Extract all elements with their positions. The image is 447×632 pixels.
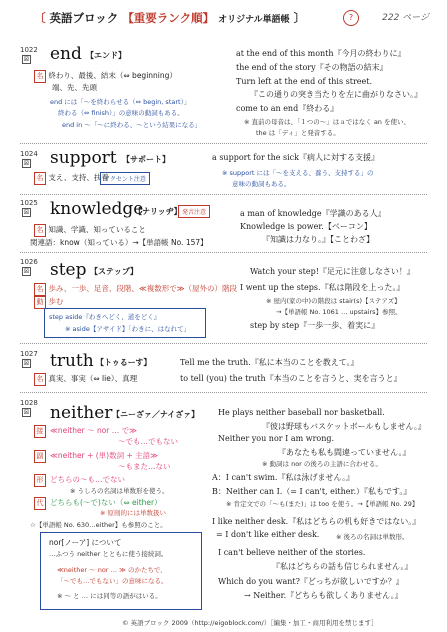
- note: 終わる（⇔ finish）」の意味の動詞もある。: [58, 109, 184, 117]
- entry-number: 1027: [20, 350, 38, 358]
- example-translation: 『あなたも私も間違っていません。』: [278, 448, 411, 457]
- pos-noun-badge: 名: [34, 172, 46, 185]
- usage-meaning: 〜もまた…ない: [118, 462, 171, 471]
- pos-noun-badge: 名: [34, 283, 46, 296]
- idiom-note: ※ aside【アサイド】「わきに、はなれて」: [65, 325, 191, 333]
- note: ※ 後ろの名詞は単数形。: [336, 533, 409, 541]
- checkbox[interactable]: ☒: [23, 209, 30, 216]
- headword: end: [50, 44, 82, 64]
- divider: [20, 343, 427, 344]
- example: Watch your step!『足元に注意しなさい！』: [250, 267, 415, 276]
- pronunciation: 【サポート】: [122, 155, 170, 164]
- example: come to an end『終わる』: [236, 104, 339, 113]
- example-translation: 『この通りの突き当たりを左に曲がりなさい。』: [250, 90, 422, 99]
- example-translation: 『私はどちらの話も信じられません。』: [272, 562, 413, 571]
- example: A：I can't swim.『私は泳げません。』: [212, 473, 354, 482]
- pronunciation: 【ステップ】: [90, 267, 138, 276]
- page-icon: ?: [343, 10, 359, 26]
- example: He plays neither baseball nor basketball.: [218, 408, 385, 417]
- example: a man of knowledge『学識のある人』: [240, 209, 386, 218]
- entry-number: 1028: [20, 399, 38, 407]
- divider: [20, 143, 427, 144]
- meaning: 支え、支持、扶養: [48, 173, 109, 182]
- example: Which do you want?『どっちが欲しいですか？』: [218, 577, 404, 586]
- page-number: 222 ページ: [382, 13, 429, 23]
- checkbox[interactable]: ☒: [23, 160, 30, 167]
- idiom: step aside『わきへどく、道をどく』: [49, 313, 161, 321]
- divider: [20, 194, 427, 195]
- note: ※ support には「〜を支える、養う、支持する」の: [222, 169, 374, 177]
- checkbox[interactable]: ☒: [23, 409, 30, 416]
- header-title-b: 【重要ランク順】: [122, 11, 215, 25]
- example: → Neither.『どちらも欲しくありません。』: [244, 591, 403, 600]
- note: →【単語帳 No. 1061 … upstairs】参照。: [276, 308, 402, 316]
- pos-verb-badge: 動: [34, 296, 46, 309]
- note: ※ 動詞は nor の後ろの主語に合わせる。: [262, 460, 382, 468]
- note: ※ 屋内(家の中)の階段は stair(s)【ステアズ】: [266, 297, 401, 305]
- example: I can't believe neither of the stories.: [218, 548, 366, 557]
- note: end in 〜「〜に終わる、〜という結果になる」: [62, 121, 202, 129]
- accent-note-badge: アクセント注意: [100, 172, 150, 185]
- meaning: 知識、学識、知っていること: [48, 225, 146, 234]
- example: I like neither desk.『私はどちらの机も好きではない。』: [212, 517, 421, 526]
- headword: knowledge: [50, 199, 144, 219]
- note: 意味の動詞もある。: [232, 180, 291, 188]
- header-title-c: オリジナル単語帳: [218, 15, 290, 25]
- note: ※ 原則的には単数扱い: [100, 509, 167, 517]
- nor-note: 「〜でも…でもない」の意味になる。: [57, 577, 168, 585]
- divider: [20, 252, 427, 253]
- entry-number: 1026: [20, 258, 38, 266]
- example: Neither you nor I am wrong.: [218, 434, 335, 443]
- page-header: [34, 10, 305, 26]
- note: the は「ディ」と発音する。: [256, 129, 340, 137]
- related-word: 関連語：know（知っている）→【単語帳 No. 157】: [30, 238, 208, 247]
- headword: support: [50, 148, 117, 168]
- example: Tell me the truth.『私に本当のことを教えて。』: [180, 358, 359, 367]
- example: Knowledge is power.【ベーコン】: [240, 222, 372, 231]
- pos-noun-badge: 名: [34, 70, 46, 83]
- headword: neither: [50, 403, 113, 423]
- usage-meaning: 〜でも…でもない: [118, 437, 178, 446]
- pos-noun-badge: 名: [34, 224, 46, 237]
- usage: ≪neither + (単)数詞 + 主語≫: [50, 451, 159, 460]
- nor-note: ※ 〜 と … には同等の語がはいる。: [57, 592, 162, 600]
- note: ※ 直前の母音は、「１つの〜」はａではなく an を使い、: [244, 118, 410, 126]
- example-translation: 『知識は力なり。』【ことわざ】: [262, 235, 375, 244]
- meaning: 端、先、先頭: [52, 83, 97, 92]
- example: B：Neither can I.（= I can't, either.）『私もです。』: [212, 487, 412, 496]
- example-translation: 『彼は野球もバスケットボールもしません。』: [262, 422, 426, 431]
- pronunciation: 【エンド】: [86, 51, 126, 60]
- checkbox[interactable]: ☒: [23, 268, 30, 275]
- pronunciation: 【トゥるーす】: [96, 358, 152, 367]
- entry-number: 1022: [20, 46, 38, 54]
- example: Turn left at the end of this street.: [236, 77, 373, 86]
- nor-note: ≪neither 〜 nor … ≫ のかたちで、: [57, 566, 167, 574]
- meaning: 歩む: [48, 297, 64, 306]
- example: the end of the story『その物語の結末』: [236, 63, 388, 72]
- usage: どちらも(〜で)ない（⇔ either）: [50, 498, 162, 507]
- pronunciation: 【ニーざァ／ナイざァ】: [112, 410, 200, 419]
- headword: truth: [50, 351, 94, 371]
- idiom-box: [44, 308, 206, 338]
- header-open: 〔: [34, 11, 46, 25]
- meaning: 終わり、最後、結末（⇔ beginning）: [48, 71, 177, 80]
- checkbox[interactable]: ☒: [23, 56, 30, 63]
- example: at the end of this month『今月の終わりに』: [236, 49, 406, 58]
- example: a support for the sick『病人に対する支援』: [212, 153, 379, 162]
- meaning: 真実、事実（⇔ lie）、真理: [48, 374, 138, 383]
- headword: step: [50, 260, 87, 280]
- header-close: 〕: [293, 11, 306, 25]
- example: to tell (you) the truth『本当のことを言うと、実を言うと』: [180, 374, 402, 383]
- header-title-a: 英語ブロック: [49, 11, 119, 25]
- note: ※ 肯定文での「〜も(また)」は too を使う。→【単語帳 No. 29】: [226, 500, 419, 508]
- example: step by step『一歩一歩、着実に』: [250, 321, 380, 330]
- checkbox[interactable]: ☒: [23, 360, 30, 367]
- nor-note: …ふつう neither とともに使う接続詞。: [49, 550, 168, 558]
- divider: [20, 392, 427, 393]
- usage: ≪neither 〜 nor … で≫: [50, 426, 138, 435]
- meaning: 歩み、一歩、足音、段階、≪複数形で≫（屋外の）階段: [48, 284, 238, 293]
- entry-number: 1024: [20, 150, 38, 158]
- nor-title: nor[ノーア] について: [49, 538, 122, 547]
- entry-number: 1025: [20, 199, 38, 207]
- cross-reference: ☆【単語帳 No. 630…either】も参照のこと。: [30, 521, 167, 529]
- pos-noun-badge: 名: [34, 373, 46, 386]
- nor-box: [40, 532, 202, 610]
- example: = I don't like either desk.: [216, 530, 320, 539]
- pronunciation-note-badge: 発音注意: [178, 205, 210, 218]
- example: I went up the steps.『私は階段を上った。』: [240, 283, 405, 292]
- note: ※ うしろの名詞は単数形を使う。: [70, 487, 169, 495]
- note: end には「〜を終わらせる（⇔ begin, start）」: [50, 98, 191, 106]
- pronunciation: 【ナリッヂ】: [134, 207, 182, 216]
- usage: どちらの〜も…でない: [50, 475, 125, 484]
- copyright-footer: © 英語ブロック 2009（http://eigoblock.com/）［編集・加工・商用利用を禁じます］: [122, 619, 378, 627]
